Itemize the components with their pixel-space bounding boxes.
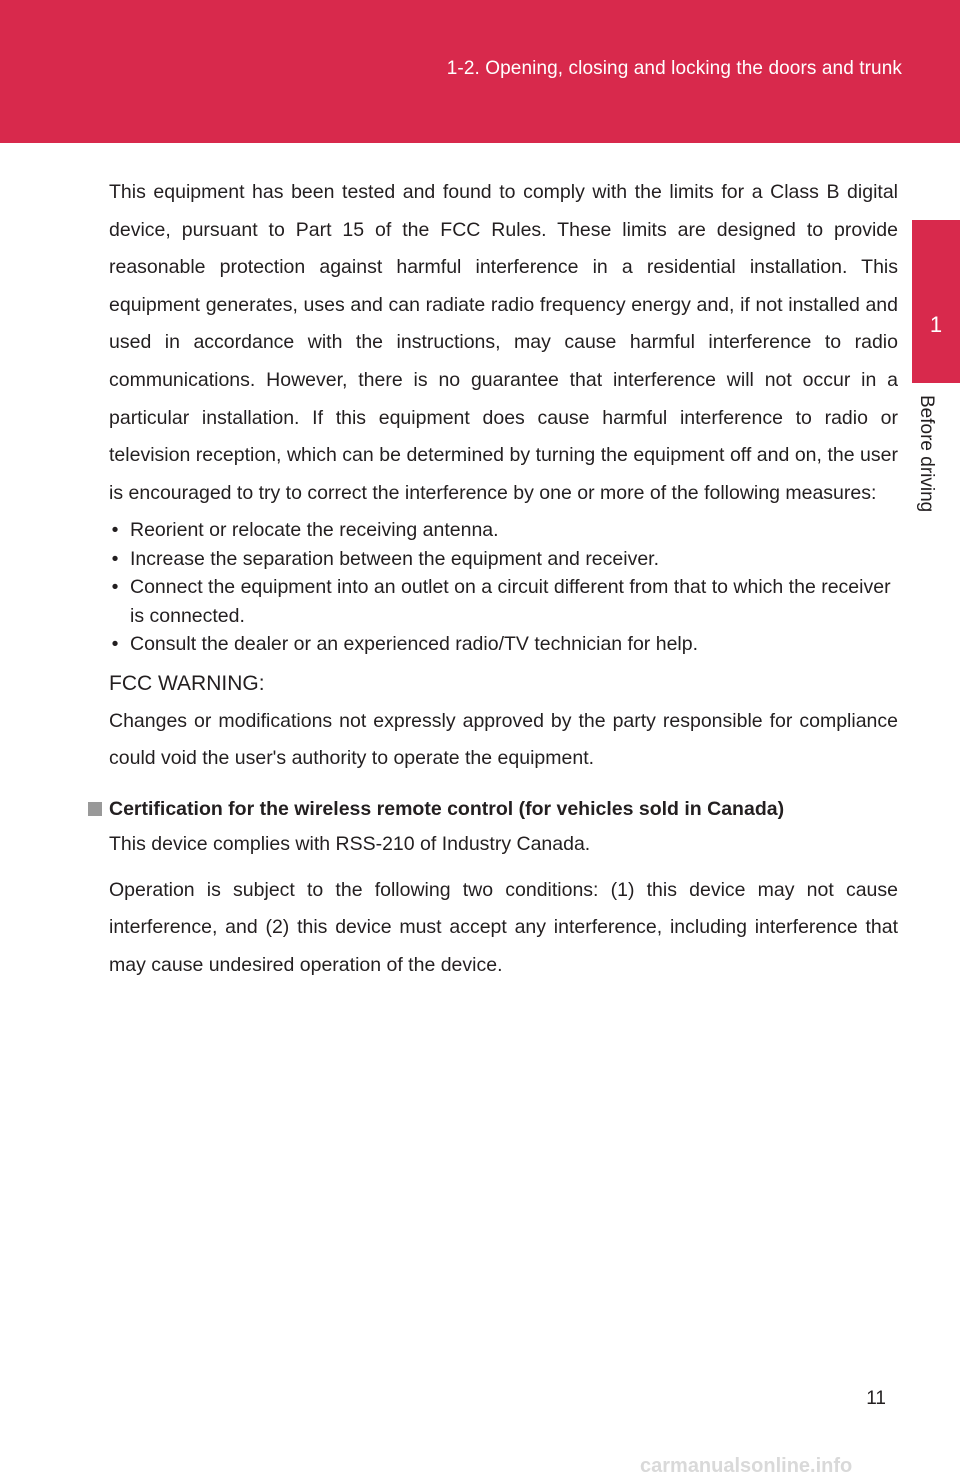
watermark: carmanualsonline.info xyxy=(640,1455,853,1477)
list-item-text: Connect the equipment into an outlet on a circuit different from that to which the receiver is connected. xyxy=(130,576,891,627)
chapter-tab[interactable] xyxy=(912,220,960,383)
list-item xyxy=(109,573,898,630)
list-item-text: Reorient or relocate the receiving antenna. xyxy=(130,519,499,542)
measures-list xyxy=(109,516,898,659)
section-title: 1-2. Opening, closing and locking the doors and trunk xyxy=(446,58,902,79)
chapter-label: Before driving xyxy=(916,395,937,513)
chapter-number: 1 xyxy=(929,312,943,337)
page-number: 11 xyxy=(866,1388,886,1409)
bullet-icon: • xyxy=(111,547,119,570)
certification-line: This device complies with RSS-210 of Industry Canada. xyxy=(109,833,591,856)
intro-paragraph: This equipment has been tested and found to comply with the limits for a Class B digital device, pursuant to Part 15 of the FCC Rules. These limits are designed to provide reasonable protection against harmful interference in a residential installation. This equipment generates, uses and can radiate radio frequency energy and, if not installed and used in accordance with the instructions, may cause harmful interference to radio communications. However, there is no guarantee that interference will not occur in a particular installation. If this equipment does cause harmful interference to radio or television reception, which can be determined by turning the equipment off and on, the user is encouraged to try to correct the interference by one or more of the following measures: xyxy=(109,181,898,504)
spacer xyxy=(109,864,898,872)
square-bullet-icon xyxy=(88,802,102,816)
bullet-icon: • xyxy=(111,576,119,599)
operation-paragraph: Operation is subject to the following two conditions: (1) this device may not cause interference, and (2) this device must accept any interference, including interference that may cause undesired operation of the device. xyxy=(109,878,898,976)
certification-heading-text: Certification for the wireless remote control (for vehicles sold in Canada) xyxy=(109,798,785,821)
list-item-text: Consult the dealer or an experienced radio/TV technician for help. xyxy=(130,633,699,656)
list-item-text: Increase the separation between the equipment and receiver. xyxy=(130,547,660,570)
fcc-warning-text: Changes or modifications not expressly approved by the party responsible for compliance could void the user's authority to operate the equipment. xyxy=(109,709,898,770)
list-item xyxy=(109,630,898,659)
bullet-icon: • xyxy=(111,519,119,542)
header-band xyxy=(0,0,960,143)
list-item xyxy=(109,545,898,574)
page-content xyxy=(109,174,898,984)
certification-heading xyxy=(88,792,898,826)
bullet-icon: • xyxy=(111,633,119,656)
list-item xyxy=(109,516,898,545)
fcc-warning-heading: FCC WARNING: xyxy=(109,671,265,695)
